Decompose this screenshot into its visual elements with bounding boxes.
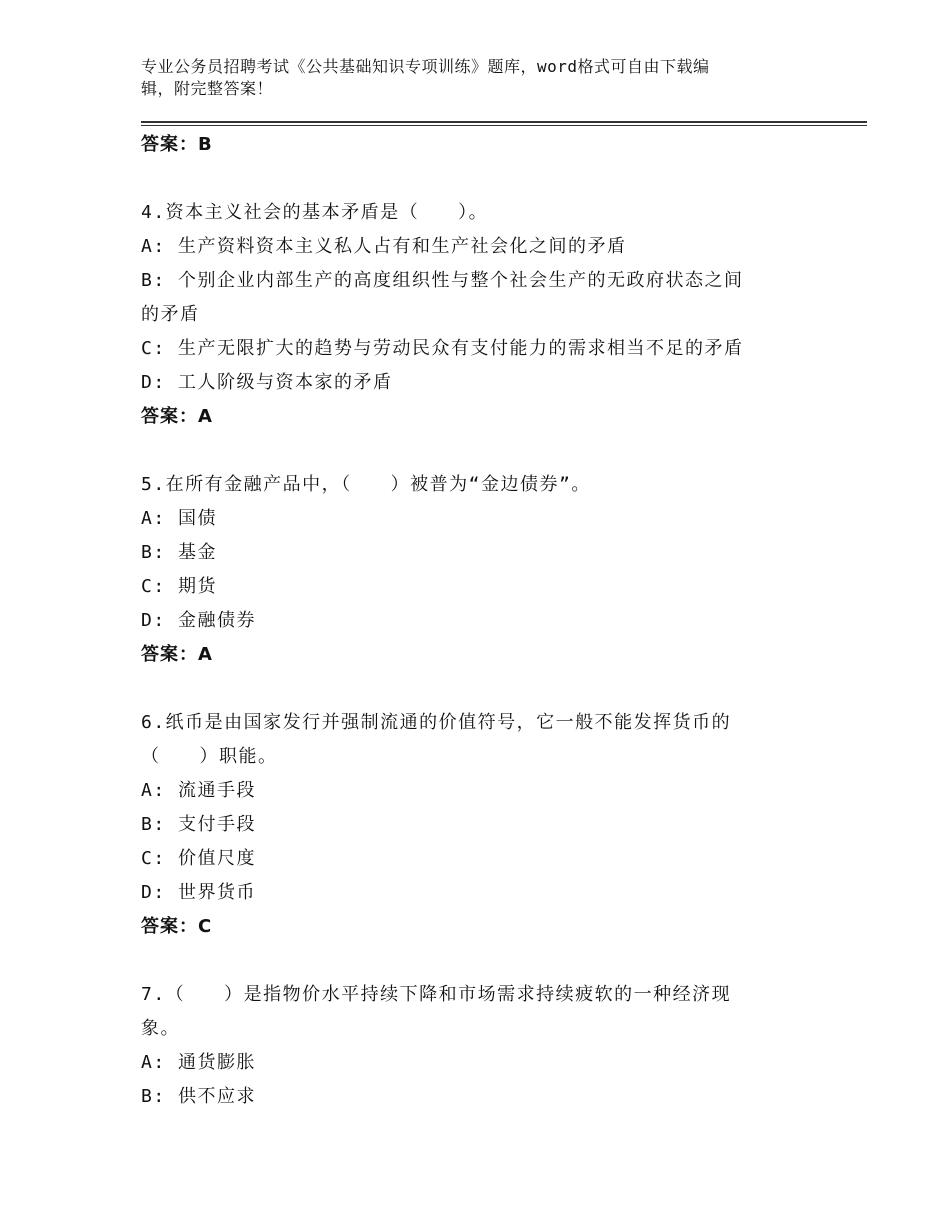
header-divider-thin [141,125,867,126]
option-a: A: 国债 [141,508,218,529]
answer-line: 答案：B [141,134,213,155]
option-b: B: 个别企业内部生产的高度组织性与整个社会生产的无政府状态之间 [141,270,744,291]
option-d: D: 世界货币 [141,882,257,903]
question-5 [141,468,821,672]
option-c: C: 价值尺度 [141,848,257,869]
spacer [141,162,821,196]
question-stem: 6.纸币是由国家发行并强制流通的价值符号，它一般不能发挥货币的 [141,712,732,733]
question-6 [141,706,821,944]
answer-line: 答案：A [141,644,213,665]
option-a: A: 生产资料资本主义私人占有和生产社会化之间的矛盾 [141,236,627,257]
question-stem: 4.资本主义社会的基本矛盾是（ ）。 [141,202,489,223]
header-divider [141,121,867,123]
option-a: A: 通货膨胀 [141,1052,257,1073]
option-c: C: 生产无限扩大的趋势与劳动民众有支付能力的需求相当不足的矛盾 [141,338,744,359]
question-list [141,128,821,1114]
question-stem: 7.（ ）是指物价水平持续下降和市场需求持续疲软的一种经济现 [141,984,732,1005]
question-7 [141,978,821,1114]
option-d: D: 金融债券 [141,610,257,631]
option-b-continued: 的矛盾 [141,304,200,325]
option-c: C: 期货 [141,576,218,597]
spacer [141,672,821,706]
option-b: B: 供不应求 [141,1086,257,1107]
header-line-1: 专业公务员招聘考试《公共基础知识专项训练》题库，word格式可自由下载编 [141,57,710,76]
option-b: B: 支付手段 [141,814,257,835]
question-stem-continued: （ ）职能。 [141,746,278,767]
option-d: D: 工人阶级与资本家的矛盾 [141,372,393,393]
answer-line: 答案：A [141,406,213,427]
option-b: B: 基金 [141,542,218,563]
question-stem: 5.在所有金融产品中，（ ）被普为“金边债券”。 [141,474,591,495]
spacer [141,944,821,978]
header-line-2: 辑，附完整答案！ [141,79,274,98]
answer-line: 答案：C [141,916,213,937]
option-a: A: 流通手段 [141,780,257,801]
question-4 [141,196,821,434]
spacer [141,434,821,468]
document-header [141,56,821,100]
question-stem-continued: 象。 [141,1018,180,1039]
